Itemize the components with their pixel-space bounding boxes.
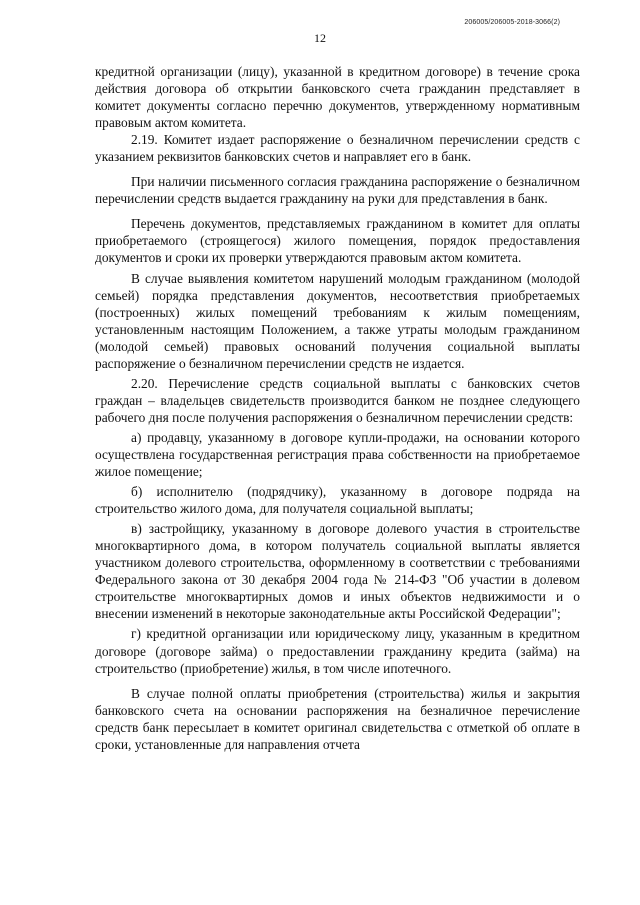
list-item-g: г) кредитной организации или юридическому лицу, указанным в кредитном договоре (договоре займа) о предоставлении гражданину кредита (займа) на строительство (приобретение) жилья, в том числе ипотечного. — [95, 626, 580, 676]
page-number: 12 — [314, 31, 326, 45]
paragraph-violations: В случае выявления комитетом нарушений молодым гражданином (молодой семьей) порядка представления документов, несоответствия приобретаемых (построенных) жилых помещений требованиям к жилым помещениям, установленным настоящим Положением, а также утраты молодым гражданином (молодой семьей) правовых оснований получения социальной выплаты распоряжение о безналичном перечислении средств не издается. — [95, 270, 580, 371]
document-id: 206005/206005-2018-3066(2) — [464, 19, 560, 26]
paragraph-continuation: кредитной организации (лицу), указанной в кредитном договоре) в течение срока действия договора об открытии банковского счета гражданин представляет в комитет документы согласно перечню документов, утвержденному нормативным правовым актом комитета. — [95, 64, 580, 131]
list-item-b: б) исполнителю (подрядчику), указанному в договоре подряда на строительство жилого дома, для получателя социальной выплаты; — [95, 484, 580, 517]
paragraph-written-consent: При наличии письменного согласия гражданина распоряжение о безналичном перечислении средств выдается гражданину на руки для представления в банк. — [95, 174, 580, 207]
paragraph-2-19: 2.19. Комитет издает распоряжение о безналичном перечислении средств с указанием реквизитов банковских счетов и направляет его в банк. — [95, 132, 580, 165]
paragraph-2-20: 2.20. Перечисление средств социальной выплаты с банковских счетов граждан – владельцев свидетельств производится банком не позднее следующего рабочего дня после получения распоряжения о безналичном перечислении средств: — [95, 375, 580, 425]
list-item-a: а) продавцу, указанному в договоре купли-продажи, на основании которого осуществлена государственная регистрация права собственности на приобретаемое жилое помещение; — [95, 429, 580, 480]
document-body — [95, 63, 580, 756]
paragraph-full-payment: В случае полной оплаты приобретения (строительства) жилья и закрытия банковского счета на основании распоряжения на безналичное перечисление средств банк пересылает в комитет оригинал свидетельства с отметкой об оплате в сроки, установленные для направления отчета — [95, 685, 580, 752]
list-item-v: в) застройщику, указанному в договоре долевого участия в строительстве многоквартирного дома, в котором получатель социальной выплаты является участником долевого строительства, оформленному в соответствии с требованиями Федерального закона от 30 декабря 2004 года № 214-ФЗ "Об участии в долевом строительстве многоквартирных домов и иных объектов недвижимости и о внесении изменений в некоторые законодательные акты Российской Федерации"; — [95, 521, 580, 622]
paragraph-documents-list: Перечень документов, представляемых гражданином в комитет для оплаты приобретаемого (строящегося) жилого помещения, порядок предоставления документов и сроки их проверки утверждаются правовым актом комитета. — [95, 216, 580, 266]
